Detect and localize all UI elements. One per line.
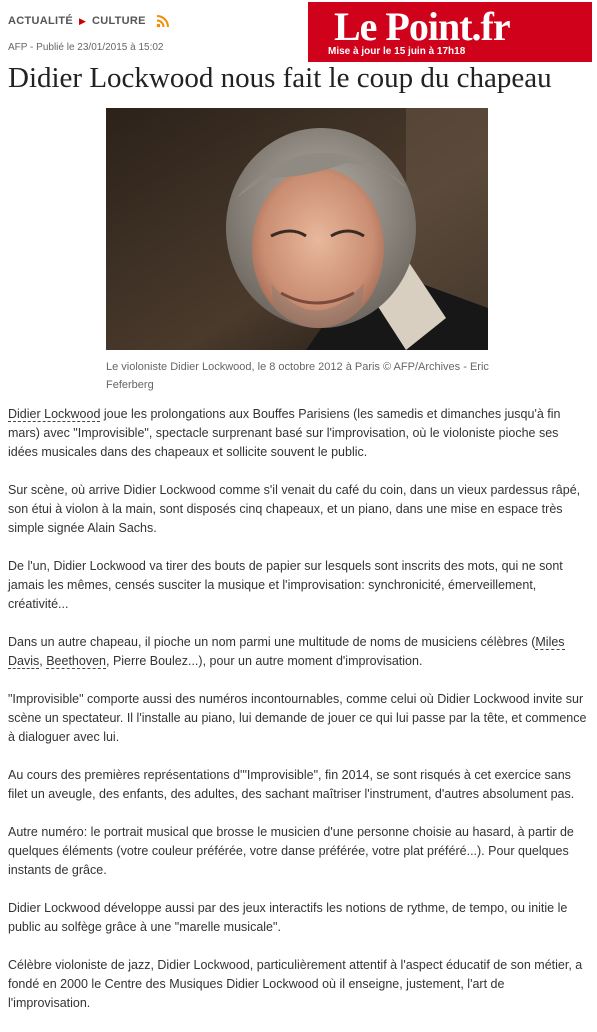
- breadcrumb: [8, 14, 170, 28]
- article-body: [8, 405, 588, 1032]
- logo-text: Le Point.fr: [334, 4, 510, 49]
- article-photo: [106, 108, 488, 350]
- paragraph-4: [8, 633, 588, 671]
- photo-caption: Le violoniste Didier Lockwood, le 8 octobre 2012 à Paris © AFP/Archives - Eric Feferberg: [106, 361, 489, 391]
- breadcrumb-actualite[interactable]: ACTUALITÉ: [8, 15, 74, 27]
- portrait-image: [106, 108, 488, 350]
- paragraph-8: Didier Lockwood développe aussi par des jeux interactifs les notions de rythme, de tempo, ou initie le public au solfège grâce à une "marelle musicale".: [8, 901, 568, 934]
- paragraph-7: Autre numéro: le portrait musical que brosse le musicien d'une personne choisie au hasard, à partir de quelques éléments (votre couleur préférée, votre danse préférée, votre plat préféré...). Pour quelques instants de grâce.: [8, 825, 574, 877]
- paragraph-1: [8, 405, 588, 462]
- site-logo[interactable]: [308, 2, 592, 62]
- link-miles-davis[interactable]: Miles Davis: [8, 635, 565, 668]
- paragraph-2: Sur scène, où arrive Didier Lockwood comme s'il venait du café du coin, dans un vieux pardessus râpé, son étui à violon à la main, sont disposés cinq chapeaux, et un piano, dans une mise en espace très simple signée Alain Sachs.: [8, 483, 581, 535]
- paragraph-9: Célèbre violoniste de jazz, Didier Lockwood, particulièrement attentif à l'aspect éducatif de son métier, a fondé en 2000 le Centre des Musiques Didier Lockwood où il enseigne, justement, l'art de l'improvisation.: [8, 958, 583, 1010]
- paragraph-1-text: joue les prolongations aux Bouffes Parisiens (les samedis et dimanches jusqu'à fin mars) avec "Improvisible", spectacle surprenant basé sur l'improvisation, où le violoniste pioche ses idées musicales dans des chapeaux et sollicite souvent le public.: [8, 407, 561, 459]
- paragraph-5: "Improvisible" comporte aussi des numéros incontournables, comme celui où Didier Lockwood invite sur scène un spectateur. Il l'installe au piano, lui demande de jouer ce qui lui passe par la tête, et commence à dialoguer avec lui.: [8, 692, 587, 744]
- article-title: Didier Lockwood nous fait le coup du chapeau: [8, 62, 552, 94]
- breadcrumb-separator-icon: ▶: [79, 15, 86, 26]
- breadcrumb-culture[interactable]: CULTURE: [91, 15, 146, 27]
- paragraph-6: Au cours des premières représentations d'"Improvisible", fin 2014, se sont risqués à cet exercice sans filet un aveugle, des enfants, des adultes, des sachant maîtriser l'instrument, d'autres absolument pas.: [8, 768, 575, 801]
- paragraph-4-text-c: , Pierre Boulez...), pour un autre moment d'improvisation.: [106, 654, 423, 668]
- paragraph-4-text-a: Dans un autre chapeau, il pioche un nom parmi une multitude de noms de musiciens célèbres (: [8, 635, 536, 649]
- update-timestamp: Mise à jour le 15 juin à 17h18: [328, 46, 466, 57]
- rss-icon[interactable]: [156, 14, 170, 28]
- paragraph-4-text-b: ,: [39, 654, 47, 668]
- link-didier-lockwood[interactable]: Didier Lockwood: [8, 407, 101, 421]
- link-beethoven[interactable]: Beethoven: [46, 654, 106, 668]
- top-bar: [0, 0, 597, 56]
- publication-info: AFP - Publié le 23/01/2015 à 15:02: [8, 42, 164, 53]
- paragraph-3: De l'un, Didier Lockwood va tirer des bouts de papier sur lesquels sont inscrits des mots, qui ne sont jamais les mêmes, censés susciter la musique et l'improvisation: synchronicité, émerveillement, créativité...: [8, 559, 563, 611]
